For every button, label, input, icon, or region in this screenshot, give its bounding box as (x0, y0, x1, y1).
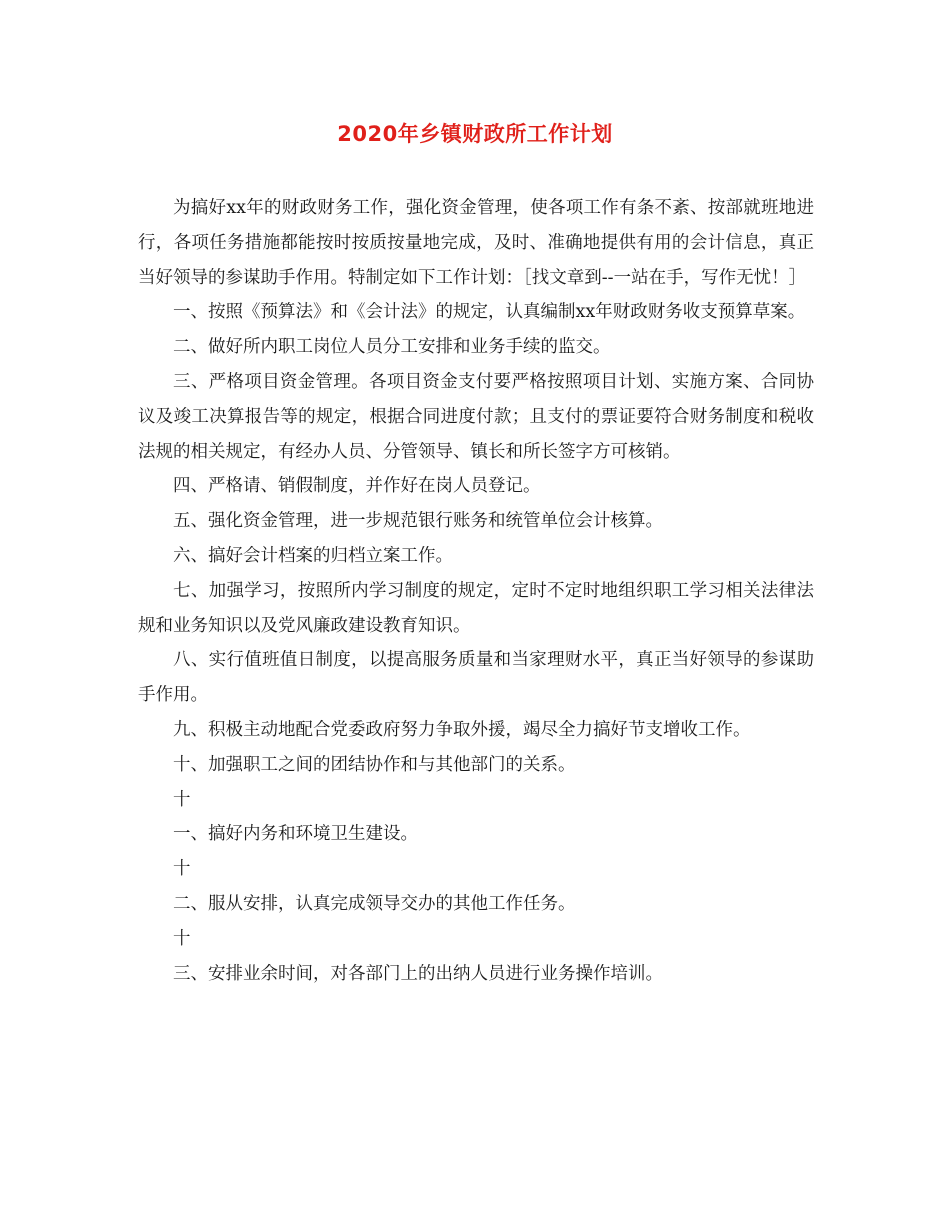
intro-paragraph: 为搞好xx年的财政财务工作，强化资金管理，使各项工作有条不紊、按部就班地进行，各项任务措施都能按时按质按量地完成，及时、准确地提供有用的会计信息，真正当好领导的参谋助手作用。特制定如下工作计划：［找文章到--一站在手，写作无忧！］ (138, 198, 814, 288)
document-body (138, 191, 814, 991)
plan-item-7: 七、加强学习，按照所内学习制度的规定，定时不定时地组织职工学习相关法律法规和业务知识以及党风廉政建设教育知识。 (138, 580, 814, 636)
plan-item-6: 六、搞好会计档案的归档立案工作。 (173, 545, 453, 566)
plan-item-1: 一、按照《预算法》和《会计法》的规定，认真编制xx年财政财务收支预算草案。 (173, 302, 806, 323)
plan-item-12-text: 二、服从安排，认真完成领导交办的其他工作任务。 (173, 893, 576, 914)
plan-item-8: 八、实行值班值日制度，以提高服务质量和当家理财水平，真正当好领导的参谋助手作用。 (138, 650, 814, 706)
plan-item-13-number: 十 (173, 928, 191, 949)
plan-item-11-text: 一、搞好内务和环境卫生建设。 (173, 824, 418, 845)
plan-item-4: 四、严格请、销假制度，并作好在岗人员登记。 (173, 476, 541, 497)
plan-item-13-text: 三、安排业余时间，对各部门上的出纳人员进行业务操作培训。 (173, 963, 663, 984)
plan-item-2: 二、做好所内职工岗位人员分工安排和业务手续的监交。 (173, 337, 611, 358)
plan-item-9: 九、积极主动地配合党委政府努力争取外援，竭尽全力搞好节支增收工作。 (173, 719, 751, 740)
plan-item-3: 三、严格项目资金管理。各项目资金支付要严格按照项目计划、实施方案、合同协议及竣工决算报告等的规定，根据合同进度付款；且支付的票证要符合财务制度和税收法规的相关规定，有经办人员、分管领导、镇长和所长签字方可核销。 (138, 371, 814, 462)
plan-item-5: 五、强化资金管理，进一步规范银行账务和统管单位会计核算。 (173, 511, 663, 532)
document-title: 2020年乡镇财政所工作计划 (337, 122, 613, 146)
plan-item-11-number: 十 (173, 789, 191, 810)
plan-item-12-number: 十 (173, 859, 191, 880)
plan-item-10: 十、加强职工之间的团结协作和与其他部门的关系。 (173, 754, 576, 775)
